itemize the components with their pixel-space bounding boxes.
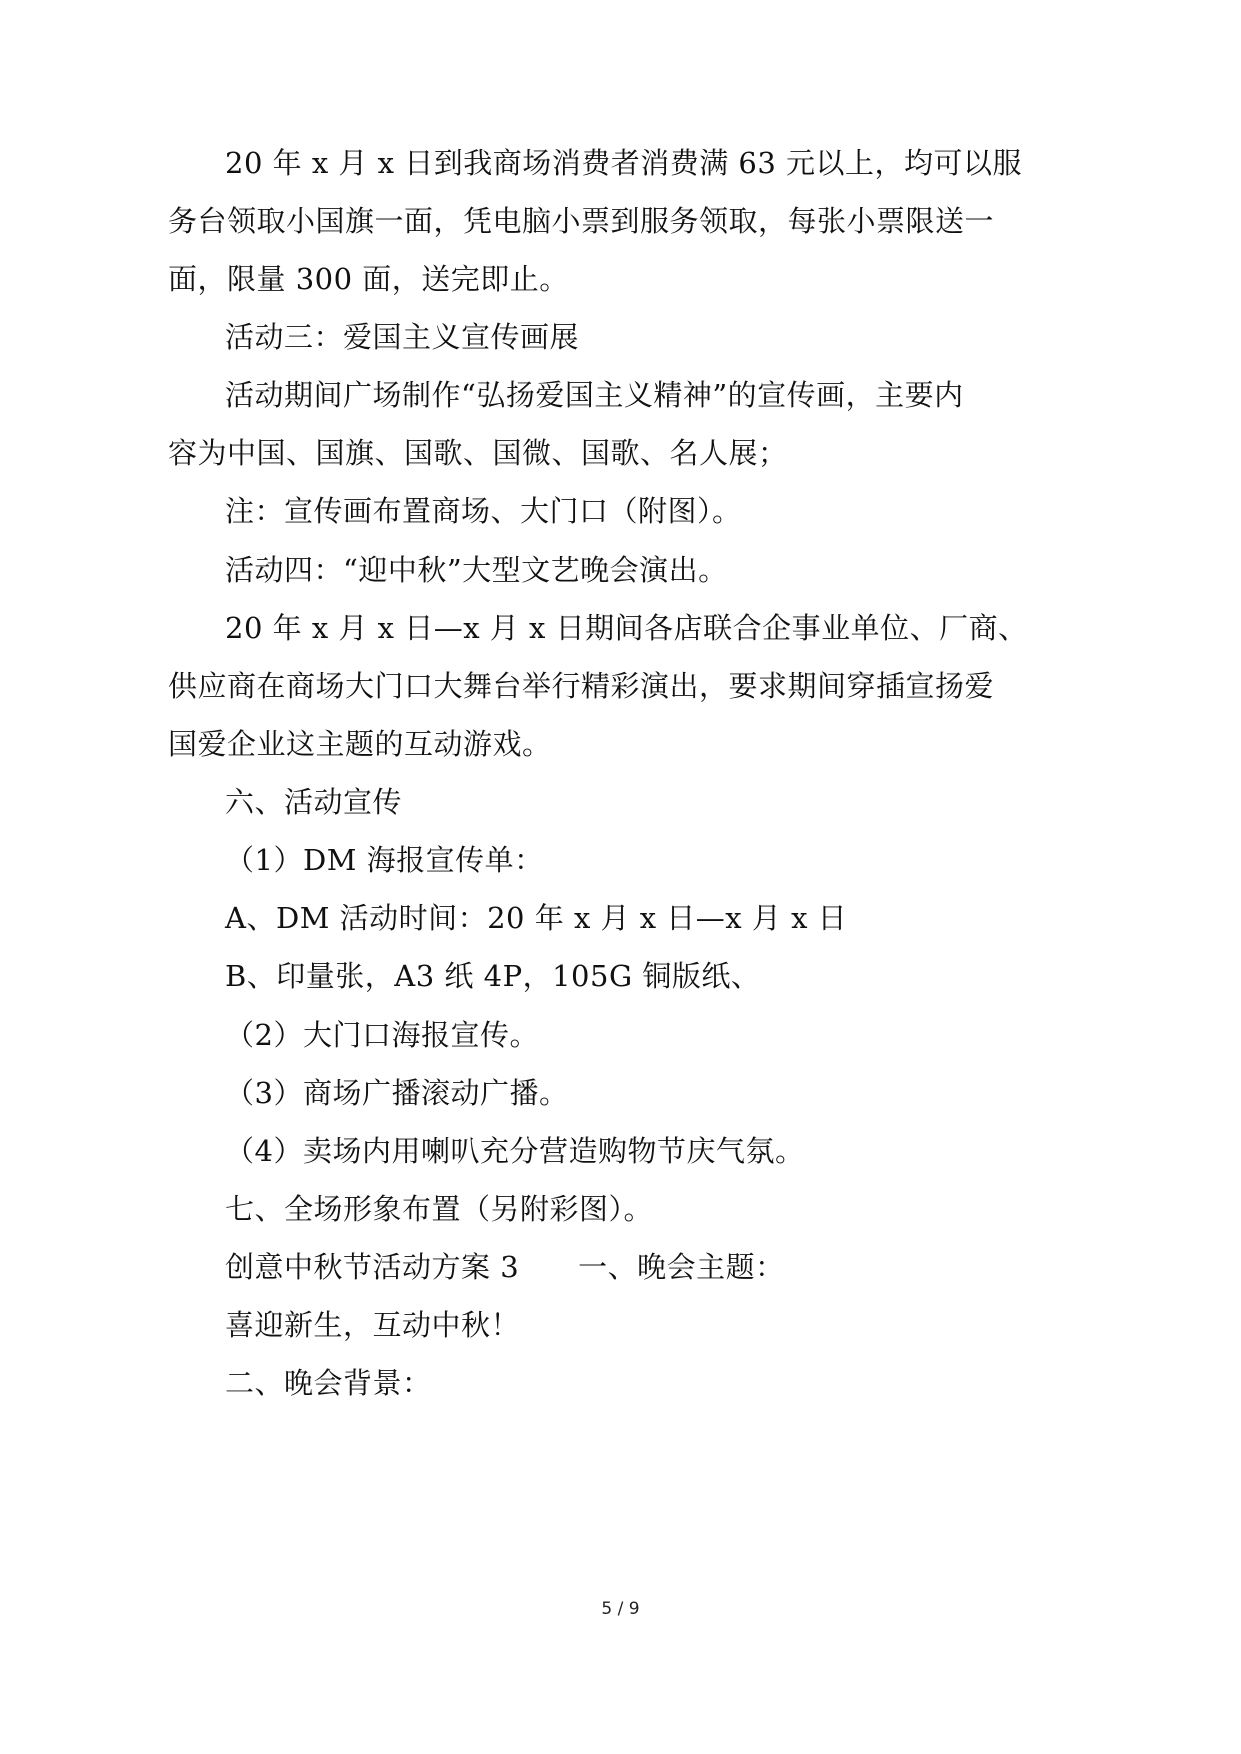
section-heading: 创意中秋节活动方案 3 一、晚会主题： bbox=[225, 1250, 785, 1284]
section-heading: 活动三：爱国主义宣传画展 bbox=[225, 320, 580, 354]
text-line: B、印量张，A3 纸 4P，105G 铜版纸、 bbox=[225, 959, 761, 993]
text-line: 容为中国、国旗、国歌、国微、国歌、名人展； bbox=[168, 436, 788, 470]
section-heading: 二、晚会背景： bbox=[225, 1366, 432, 1400]
text-line: （1）DM 海报宣传单： bbox=[225, 843, 544, 877]
text-line: 国爱企业这主题的互动游戏。 bbox=[168, 727, 552, 761]
text-line: 注：宣传画布置商场、大门口（附图）。 bbox=[225, 494, 742, 528]
text-line: 供应商在商场大门口大舞台举行精彩演出，要求期间穿插宣扬爱 bbox=[168, 669, 995, 703]
text-line: （4）卖场内用喇叭充分营造购物节庆气氛。 bbox=[225, 1134, 805, 1168]
text-line: A、DM 活动时间：20 年 x 月 x 日—x 月 x 日 bbox=[225, 901, 848, 935]
text-line: 20 年 x 月 x 日—x 月 x 日期间各店联合企事业单位、厂商、 bbox=[225, 611, 1028, 645]
text-line: 活动期间广场制作“弘扬爱国主义精神”的宣传画，主要内 bbox=[225, 378, 964, 412]
text-line: 面，限量 300 面，送完即止。 bbox=[168, 262, 569, 296]
page-number: 5 / 9 bbox=[601, 1599, 640, 1619]
text-line: 务台领取小国旗一面，凭电脑小票到服务领取，每张小票限送一 bbox=[168, 204, 995, 238]
section-heading: 活动四：“迎中秋”大型文艺晚会演出。 bbox=[225, 553, 728, 587]
section-heading: 七、全场形象布置（另附彩图）。 bbox=[225, 1192, 654, 1226]
text-line: 20 年 x 月 x 日到我商场消费者消费满 63 元以上，均可以服 bbox=[225, 146, 1023, 180]
section-heading: 六、活动宣传 bbox=[225, 785, 403, 819]
text-line: （2）大门口海报宣传。 bbox=[225, 1018, 539, 1052]
text-line: （3）商场广播滚动广播。 bbox=[225, 1076, 569, 1110]
text-line: 喜迎新生，互动中秋！ bbox=[225, 1308, 521, 1342]
